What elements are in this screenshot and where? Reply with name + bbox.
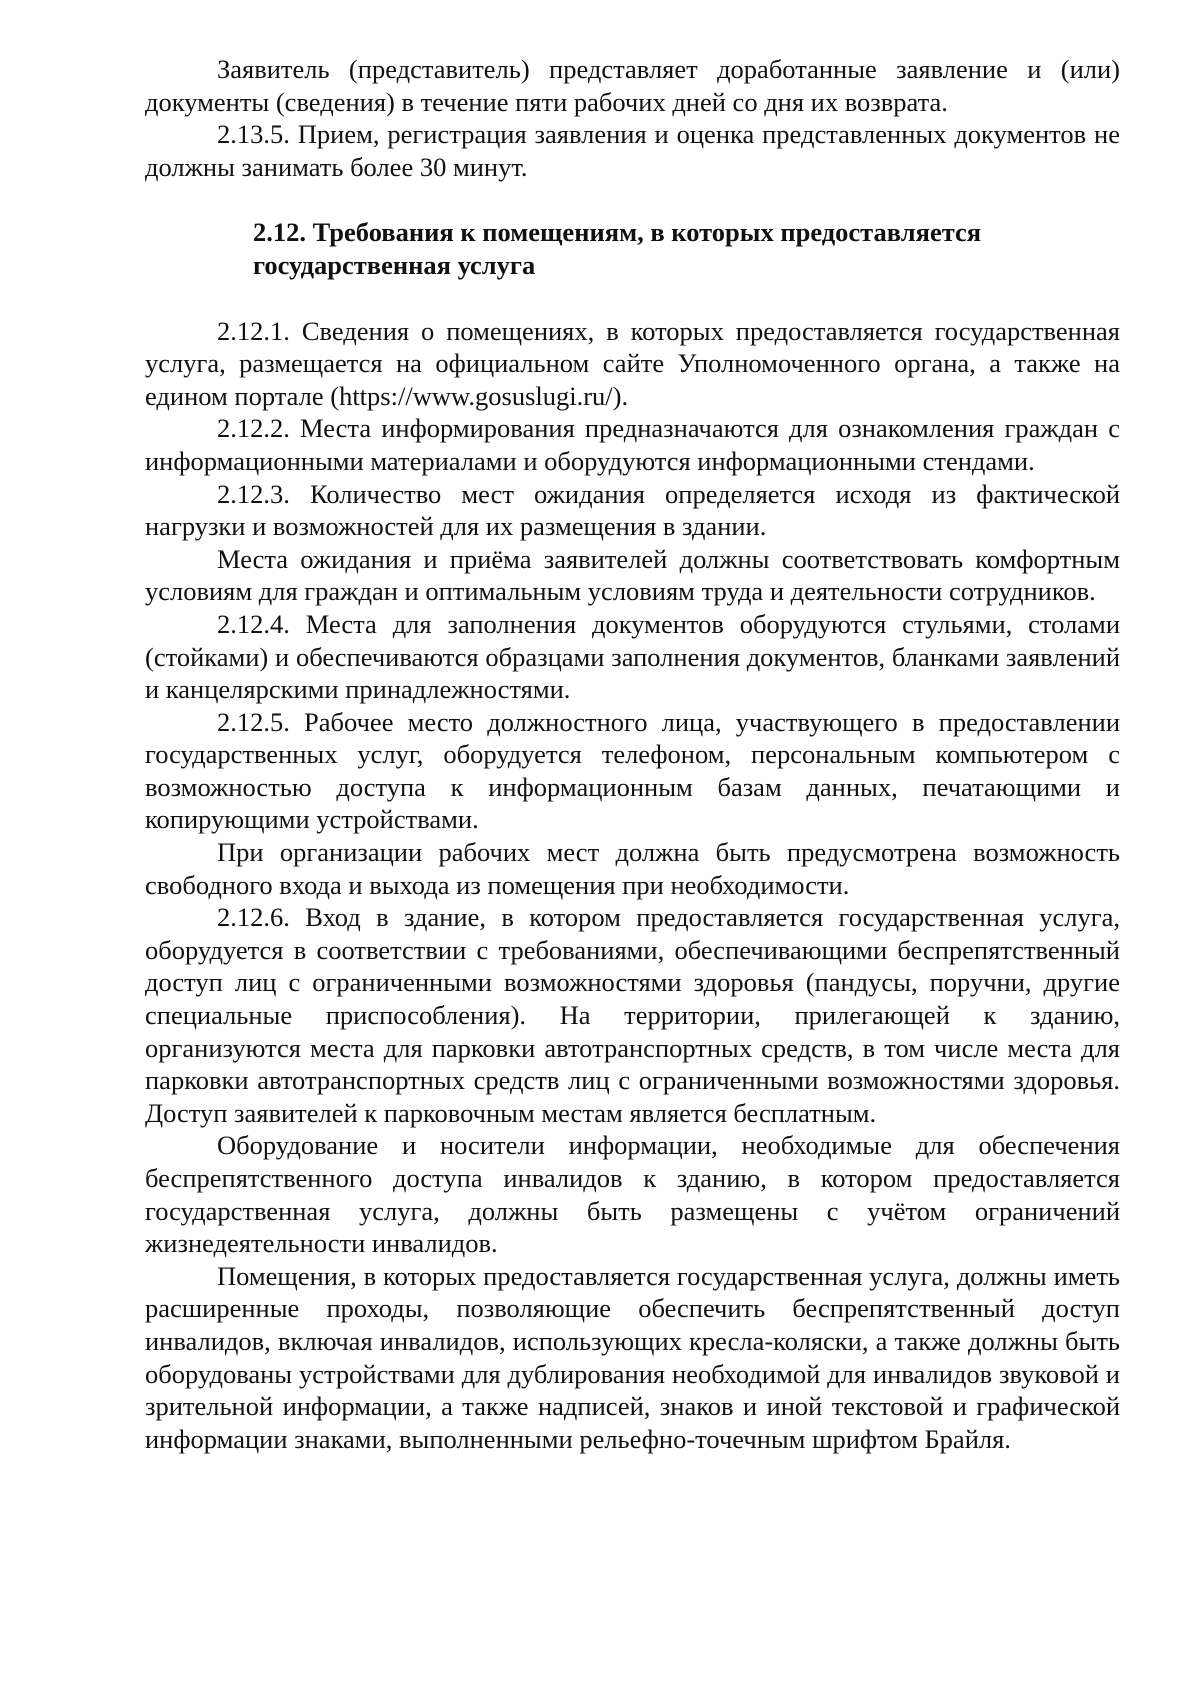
document-body <box>145 53 1120 1455</box>
paragraph-2-12-5: 2.12.5. Рабочее место должностного лица, участвующего в предоставлении государственных услуг, оборудуется телефоном, персональным компьютером с возможностью доступа к информационным базам данных, печатающими и копирующими устройствами. <box>145 706 1120 835</box>
paragraph-2-12-3: 2.12.3. Количество мест ожидания определяется исходя из фактической нагрузки и возможностей для их размещения в здании. <box>145 478 1120 542</box>
paragraph-waiting-places: Места ожидания и приёма заявителей должны соответствовать комфортным условиям для граждан и оптимальным условиям труда и деятельности сотрудников. <box>145 543 1120 607</box>
paragraph-2-12-2: 2.12.2. Места информирования предназначаются для ознакомления граждан с информационными материалами и оборудуются информационными стендами. <box>145 413 1120 476</box>
paragraph-2-12-1: 2.12.1. Сведения о помещениях, в которых предоставляется государственная услуга, размещается на официальном сайте Уполномоченного органа, а также на едином портале (https://www.gosuslugi.ru/). <box>145 315 1120 411</box>
section-heading-text <box>181 216 1120 281</box>
paragraph-applicant-resubmission: Заявитель (представитель) представляет доработанные заявление и (или) документы (сведения) в течение пяти рабочих дней со дня их возврата. <box>145 54 1120 117</box>
paragraph-2-12-6: 2.12.6. Вход в здание, в котором предоставляется государственная услуга, оборудуется в соответствии с требованиями, обеспечивающими беспрепятственный доступ лиц с ограниченными возможностями здоровья (пандусы, поручни, другие специальные приспособления). На территории, прилегающей к зданию, организуются места для парковки автотранспортных средств, в том числе места для парковки автотранспортных средств лиц с ограниченными возможностями здоровья. Доступ заявителей к парковочным местам является бесплатным. <box>145 902 1120 1128</box>
paragraph-2-12-4: 2.12.4. Места для заполнения документов оборудуются стульями, столами (стойками) и обеспечиваются образцами заполнения документов, бланками заявлений и канцелярскими принадлежностями. <box>145 608 1120 705</box>
section-heading-line-1: 2.12. Требования к помещениям, в которых предоставляется <box>253 217 982 248</box>
paragraph-premises-requirements: Помещения, в которых предоставляется государственная услуга, должны иметь расширенные проходы, позволяющие обеспечить беспрепятственный доступ инвалидов, включая инвалидов, использующих кресла-коляски, а также должны быть оборудованы устройствами для дублирования необходимой для инвалидов звуковой и зрительной информации, а также надписей, знаков и иной текстовой и графической информации знаками, выполненными рельефно-точечным шрифтом Брайля. <box>145 1260 1120 1454</box>
paragraph-2-13-5: 2.13.5. Прием, регистрация заявления и оценка представленных документов не должны занимать более 30 минут. <box>145 119 1120 182</box>
section-heading-line-2: государственная услуга <box>253 249 536 280</box>
section-heading <box>145 216 1120 281</box>
paragraph-equipment-for-disabled: Оборудование и носители информации, необходимые для обеспечения беспрепятственного доступа инвалидов к зданию, в котором предоставляется государственная услуга, должны быть размещены с учётом ограничений жизнедеятельности инвалидов. <box>145 1130 1120 1259</box>
paragraph-workplace-access: При организации рабочих мест должна быть предусмотрена возможность свободного входа и выхода из помещения при необходимости. <box>145 837 1120 900</box>
